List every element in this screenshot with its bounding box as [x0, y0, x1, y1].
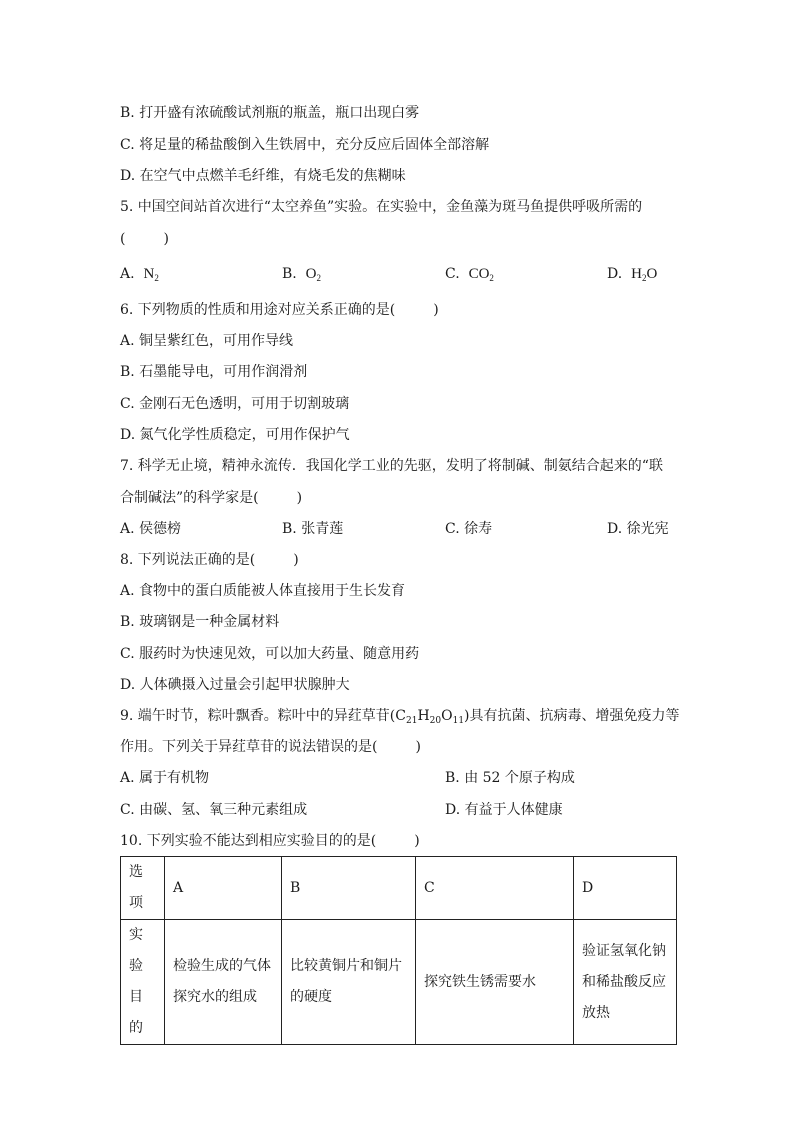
cell-b: 比较黄铜片和铜片 的硬度 — [282, 920, 416, 1045]
q7-option-a: A. 侯德榜 — [120, 521, 182, 537]
q5-stem: 5. 中国空间站首次进行“太空养鱼”实验。在实验中，金鱼藻为斑马鱼提供呼吸所需的 — [120, 199, 643, 215]
q6-option-c: C. 金刚石无色透明，可用于切割玻璃 — [120, 396, 350, 412]
header-cell-a: A — [165, 857, 282, 920]
q6-option-d: D. 氮气化学性质稳定，可用作保护气 — [120, 427, 350, 443]
q9-stem-line1: 9. 端午时节，粽叶飘香。粽叶中的异荭草苷$(C_{21}H_{20}O_{11})$具有抗菌、抗病毒、增强免疫力等 — [120, 708, 680, 726]
q9-option-d: D. 有益于人体健康 — [445, 802, 563, 818]
table-header-row — [121, 857, 677, 920]
q5-option-c: C. $CO_2$ — [445, 266, 494, 283]
q5-option-b: B. $O_2$ — [282, 266, 321, 283]
q7-stem-line2: 合制碱法”的科学家是( ) — [120, 490, 303, 506]
q4-option-d: D. 在空气中点燃羊毛纤维，有烧毛发的焦糊味 — [120, 168, 406, 184]
q7-option-c: C. 徐寿 — [445, 521, 493, 537]
cell-c: 探究铁生锈需要水 — [416, 920, 574, 1045]
header-cell-option: 选项 — [121, 857, 165, 920]
q10-table — [120, 856, 677, 1045]
q8-stem: 8. 下列说法正确的是( ) — [120, 552, 299, 568]
header-cell-d: D — [574, 857, 677, 920]
q8-option-a: A. 食物中的蛋白质能被人体直接用于生长发育 — [120, 583, 406, 599]
cell-a: 检验生成的气体 探究水的组成 — [165, 920, 282, 1045]
q4-option-c: C. 将足量的稀盐酸倒入生铁屑中，充分反应后固体全部溶解 — [120, 137, 490, 153]
table-row — [121, 920, 677, 1045]
q6-stem: 6. 下列物质的性质和用途对应关系正确的是( ) — [120, 302, 439, 318]
q5-answer-blank: ( ) — [120, 231, 169, 247]
q6-option-b: B. 石墨能导电，可用作润滑剂 — [120, 364, 308, 380]
q9-option-b: B. 由 52 个原子构成 — [445, 770, 575, 786]
q8-option-c: C. 服药时为快速见效，可以加大药量、随意用药 — [120, 646, 420, 662]
q8-option-d: D. 人体碘摄入过量会引起甲状腺肿大 — [120, 677, 350, 693]
q5-option-d: D. $H_2O$ — [607, 266, 658, 283]
q9-option-c: C. 由碳、氢、氧三种元素组成 — [120, 802, 308, 818]
row-label-purpose: 实验 目的 — [121, 920, 165, 1045]
q9-option-a: A. 属于有机物 — [120, 770, 210, 786]
q9-stem-line2: 作用。下列关于异荭草苷的说法错误的是( ) — [120, 739, 421, 755]
q7-option-b: B. 张青莲 — [282, 521, 344, 537]
q10-stem: 10. 下列实验不能达到相应实验目的的是( ) — [120, 833, 420, 849]
header-cell-c: C — [416, 857, 574, 920]
q4-option-b: B. 打开盛有浓硫酸试剂瓶的瓶盖，瓶口出现白雾 — [120, 105, 420, 121]
q6-option-a: A. 铜呈紫红色，可用作导线 — [120, 333, 294, 349]
cell-d: 验证氢氧化钠 和稀盐酸反应 放热 — [574, 920, 677, 1045]
q5-option-a: A. $N_2$ — [120, 266, 159, 283]
q7-stem-line1: 7. 科学无止境，精神永流传．我国化学工业的先驱，发明了将制碱、制氨结合起来的“联 — [120, 458, 663, 474]
q8-option-b: B. 玻璃钢是一种金属材料 — [120, 614, 280, 630]
q7-option-d: D. 徐光宪 — [607, 521, 669, 537]
header-cell-b: B — [282, 857, 416, 920]
